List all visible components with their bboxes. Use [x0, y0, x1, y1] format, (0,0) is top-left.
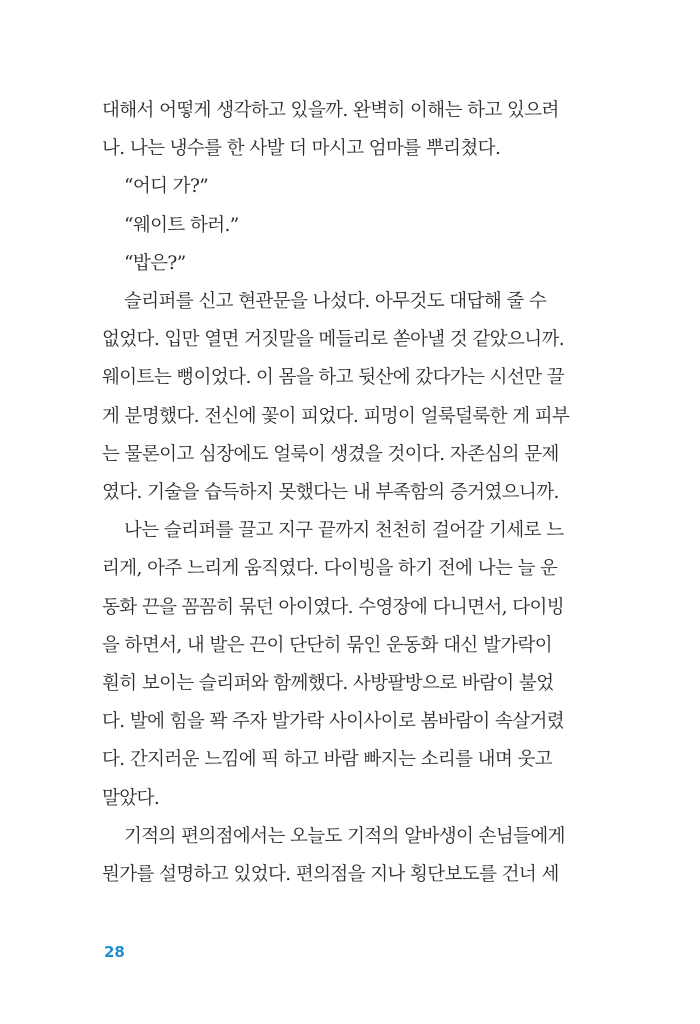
paragraph: [102, 283, 572, 512]
text-line: 다. 발에 힘을 꽉 주자 발가락 사이사이로 봄바람이 속살거렸: [102, 711, 565, 733]
paragraph: [102, 512, 572, 818]
text-line: 웨이트는 뻥이었다. 이 몸을 하고 뒷산에 갔다가는 시선만 끌: [102, 367, 565, 389]
text-line: “웨이트 하러.”: [124, 214, 239, 236]
text-line: 나는 슬리퍼를 끌고 지구 끝까지 천천히 걸어갈 기세로 느: [124, 520, 564, 542]
text-line: 는 물론이고 심장에도 얼룩이 생겼을 것이다. 자존심의 문제: [102, 443, 559, 465]
text-line: 대해서 어떻게 생각하고 있을까. 완벽히 이해는 하고 있으려: [102, 100, 559, 121]
text-line: 게 분명했다. 전신에 꽃이 피었다. 피멍이 얼룩덜룩한 게 피부: [102, 405, 570, 427]
text-line: 없었다. 입만 열면 거짓말을 메들리로 쏟아낼 것 같았으니까.: [102, 329, 565, 351]
body-text: [102, 92, 572, 894]
text-line: 슬리퍼를 신고 현관문을 나섰다. 아무것도 대답해 줄 수: [124, 291, 547, 313]
page-number: 28: [104, 943, 125, 961]
text-line: 다. 간지러운 느낌에 픽 하고 바람 빠지는 소리를 내며 웃고: [102, 749, 553, 771]
paragraph: [102, 168, 572, 206]
text-line: 였다. 기술을 습득하지 못했다는 내 부족함의 증거였으니까.: [102, 482, 559, 504]
paragraph: [102, 818, 572, 894]
text-line: 리게, 아주 느리게 움직였다. 다이빙을 하기 전에 나는 늘 운: [102, 558, 558, 580]
text-line: 말았다.: [102, 787, 160, 809]
paragraph: [102, 207, 572, 245]
text-line: 뭔가를 설명하고 있었다. 편의점을 지나 횡단보도를 건너 세: [102, 864, 559, 886]
text-line: “어디 가?”: [124, 176, 209, 198]
text-line: 동화 끈을 꼼꼼히 묶던 아이였다. 수영장에 다니면서, 다이빙: [102, 596, 565, 618]
paragraph: [102, 92, 572, 168]
text-line: “밥은?”: [124, 252, 186, 274]
text-line: 훤히 보이는 슬리퍼와 함께했다. 사방팔방으로 바람이 불었: [102, 673, 554, 695]
text-line: 기적의 편의점에서는 오늘도 기적의 알바생이 손님들에게: [124, 825, 565, 847]
text-line: 을 하면서, 내 발은 끈이 단단히 묶인 운동화 대신 발가락이: [102, 634, 553, 656]
paragraph: [102, 245, 572, 283]
text-line: 나. 나는 냉수를 한 사발 더 마시고 엄마를 뿌리쳤다.: [102, 138, 501, 160]
